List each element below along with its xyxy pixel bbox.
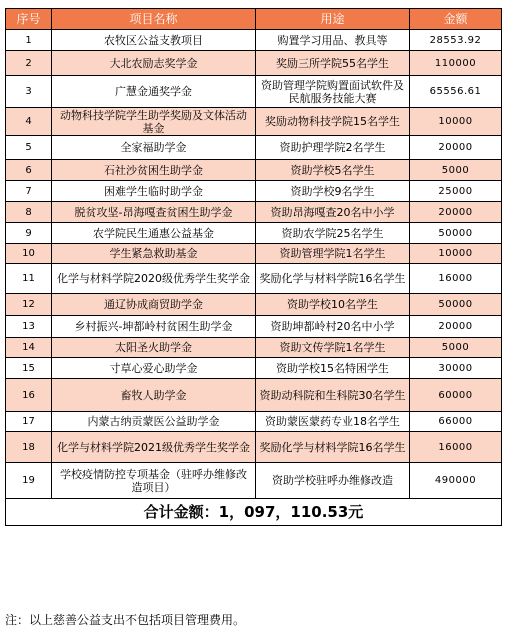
cell-no: 16 <box>6 379 52 412</box>
cell-name: 畜牧人助学金 <box>52 379 256 412</box>
header-no: 序号 <box>6 9 52 30</box>
cell-name: 寸草心爱心助学金 <box>52 358 256 379</box>
cell-name: 脱贫攻坚-昂海嘎查贫困生助学金 <box>52 202 256 223</box>
cell-no: 8 <box>6 202 52 223</box>
cell-amount: 50000 <box>410 294 502 316</box>
cell-no: 11 <box>6 264 52 294</box>
cell-name: 农学院民生通惠公益基金 <box>52 223 256 244</box>
cell-amount: 110000 <box>410 51 502 76</box>
cell-use: 资助护理学院2名学生 <box>256 136 410 160</box>
table-row <box>6 358 502 379</box>
cell-amount: 10000 <box>410 108 502 136</box>
table-body <box>6 30 502 499</box>
cell-amount: 20000 <box>410 202 502 223</box>
cell-name: 全家福助学金 <box>52 136 256 160</box>
cell-amount: 5000 <box>410 160 502 181</box>
cell-amount: 66000 <box>410 412 502 432</box>
footnote: 注：以上慈善公益支出不包括项目管理费用。 <box>5 613 246 627</box>
table-row <box>6 76 502 108</box>
cell-amount: 60000 <box>410 379 502 412</box>
table-row <box>6 294 502 316</box>
cell-no: 7 <box>6 181 52 202</box>
cell-no: 15 <box>6 358 52 379</box>
cell-name: 学校疫情防控专项基金（驻呼办维修改造项目） <box>52 463 256 499</box>
cell-use: 资助坤都岭村20名中小学 <box>256 316 410 338</box>
cell-name: 太阳圣火助学金 <box>52 338 256 358</box>
cell-amount: 20000 <box>410 316 502 338</box>
cell-name: 学生紧急救助基金 <box>52 244 256 264</box>
table-row <box>6 223 502 244</box>
cell-no: 4 <box>6 108 52 136</box>
cell-no: 17 <box>6 412 52 432</box>
total-amount: 合计金额：1，097，110.53元 <box>6 499 502 526</box>
header-use: 用途 <box>256 9 410 30</box>
cell-name: 化学与材料学院2021级优秀学生奖学金 <box>52 432 256 463</box>
cell-use: 奖励化学与材料学院16名学生 <box>256 264 410 294</box>
table-header-row <box>6 9 502 30</box>
table-row <box>6 51 502 76</box>
donation-table-wrapper <box>5 8 501 526</box>
donation-table <box>5 8 502 526</box>
cell-use: 奖励化学与材料学院16名学生 <box>256 432 410 463</box>
cell-use: 资助学校9名学生 <box>256 181 410 202</box>
table-row <box>6 412 502 432</box>
cell-name: 乡村振兴-坤都岭村贫困生助学金 <box>52 316 256 338</box>
cell-no: 12 <box>6 294 52 316</box>
cell-name: 困难学生临时助学金 <box>52 181 256 202</box>
cell-amount: 28553.92 <box>410 30 502 51</box>
cell-no: 13 <box>6 316 52 338</box>
cell-no: 1 <box>6 30 52 51</box>
table-row <box>6 338 502 358</box>
cell-amount: 25000 <box>410 181 502 202</box>
cell-no: 18 <box>6 432 52 463</box>
cell-no: 9 <box>6 223 52 244</box>
table-row <box>6 181 502 202</box>
cell-use: 资助学校5名学生 <box>256 160 410 181</box>
cell-amount: 16000 <box>410 264 502 294</box>
cell-use: 资助蒙医蒙药专业18名学生 <box>256 412 410 432</box>
cell-use: 购置学习用品、教具等 <box>256 30 410 51</box>
cell-name: 农牧区公益支教项目 <box>52 30 256 51</box>
cell-amount: 30000 <box>410 358 502 379</box>
table-row <box>6 30 502 51</box>
cell-use: 资助学校10名学生 <box>256 294 410 316</box>
table-row <box>6 379 502 412</box>
cell-name: 通辽协成商贸助学金 <box>52 294 256 316</box>
cell-amount: 65556.61 <box>410 76 502 108</box>
cell-name: 化学与材料学院2020级优秀学生奖学金 <box>52 264 256 294</box>
cell-use: 资助昂海嘎查20名中小学 <box>256 202 410 223</box>
cell-use: 资助动科院和生科院30名学生 <box>256 379 410 412</box>
cell-name: 石社沙贫困生助学金 <box>52 160 256 181</box>
table-row <box>6 432 502 463</box>
table-row <box>6 202 502 223</box>
table-row <box>6 160 502 181</box>
table-row <box>6 264 502 294</box>
cell-no: 10 <box>6 244 52 264</box>
cell-use: 资助农学院25名学生 <box>256 223 410 244</box>
cell-use: 奖励动物科技学院15名学生 <box>256 108 410 136</box>
cell-use: 资助文传学院1名学生 <box>256 338 410 358</box>
cell-amount: 20000 <box>410 136 502 160</box>
cell-no: 19 <box>6 463 52 499</box>
cell-use: 资助管理学院购置面试软件及民航服务技能大赛 <box>256 76 410 108</box>
cell-no: 2 <box>6 51 52 76</box>
cell-amount: 490000 <box>410 463 502 499</box>
cell-use: 资助学校15名特困学生 <box>256 358 410 379</box>
cell-amount: 10000 <box>410 244 502 264</box>
cell-name: 大北农励志奖学金 <box>52 51 256 76</box>
table-row <box>6 108 502 136</box>
table-row <box>6 316 502 338</box>
cell-no: 14 <box>6 338 52 358</box>
table-row <box>6 463 502 499</box>
cell-no: 6 <box>6 160 52 181</box>
cell-amount: 16000 <box>410 432 502 463</box>
cell-use: 资助学校驻呼办维修改造 <box>256 463 410 499</box>
cell-amount: 50000 <box>410 223 502 244</box>
cell-use: 奖励三所学院55名学生 <box>256 51 410 76</box>
table-row <box>6 136 502 160</box>
cell-amount: 5000 <box>410 338 502 358</box>
header-name: 项目名称 <box>52 9 256 30</box>
cell-no: 3 <box>6 76 52 108</box>
cell-no: 5 <box>6 136 52 160</box>
cell-name: 广慧金通奖学金 <box>52 76 256 108</box>
cell-name: 动物科技学院学生助学奖励及文体活动基金 <box>52 108 256 136</box>
total-row <box>6 499 502 526</box>
cell-name: 内蒙古纳贡蒙医公益助学金 <box>52 412 256 432</box>
cell-use: 资助管理学院1名学生 <box>256 244 410 264</box>
table-row <box>6 244 502 264</box>
header-amount: 金额 <box>410 9 502 30</box>
